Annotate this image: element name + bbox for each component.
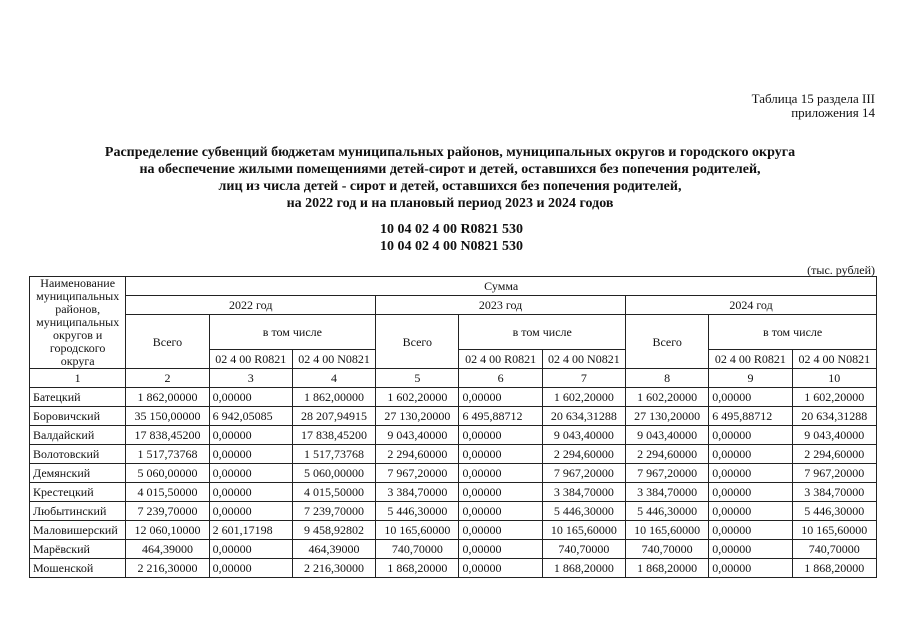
column-number: 6 bbox=[459, 369, 542, 388]
budget-code: 10 04 02 4 00 R0821 530 bbox=[379, 222, 524, 237]
table-row bbox=[30, 426, 877, 445]
header-row bbox=[30, 296, 877, 315]
amount-cell: 10 165,60000 bbox=[626, 521, 709, 540]
amount-cell: 9 458,92802 bbox=[292, 521, 375, 540]
code-n0821-header: 02 4 00 N0821 bbox=[542, 350, 625, 369]
amount-cell: 6 942,05085 bbox=[209, 407, 292, 426]
units-label: (тыс. рублей) bbox=[807, 263, 875, 277]
district-name: Мошенской bbox=[30, 559, 126, 578]
table-reference bbox=[752, 92, 875, 120]
amount-cell: 0,00000 bbox=[459, 521, 542, 540]
amount-cell: 1 868,20000 bbox=[792, 559, 876, 578]
amount-cell: 5 060,00000 bbox=[292, 464, 375, 483]
amount-cell: 10 165,60000 bbox=[792, 521, 876, 540]
amount-cell: 4 015,50000 bbox=[126, 483, 209, 502]
amount-cell: 0,00000 bbox=[709, 559, 792, 578]
column-number: 2 bbox=[126, 369, 209, 388]
year-2024-header: 2024 год bbox=[626, 296, 877, 315]
amount-cell: 0,00000 bbox=[709, 464, 792, 483]
including-header: в том числе bbox=[459, 315, 626, 350]
table-number: Таблица 15 раздела III bbox=[751, 91, 875, 106]
code-n0821-header: 02 4 00 N0821 bbox=[792, 350, 876, 369]
code-r0821-header: 02 4 00 R0821 bbox=[709, 350, 792, 369]
amount-cell: 7 967,20000 bbox=[376, 464, 459, 483]
amount-cell: 0,00000 bbox=[459, 388, 542, 407]
amount-cell: 0,00000 bbox=[209, 483, 292, 502]
subvention-table bbox=[29, 276, 877, 578]
code-r0821-header: 02 4 00 R0821 bbox=[209, 350, 292, 369]
table-row bbox=[30, 445, 877, 464]
amount-cell: 5 446,30000 bbox=[542, 502, 625, 521]
table-row bbox=[30, 464, 877, 483]
amount-cell: 20 634,31288 bbox=[542, 407, 625, 426]
table-row bbox=[30, 388, 877, 407]
column-number: 1 bbox=[30, 369, 126, 388]
district-name: Маловишерский bbox=[30, 521, 126, 540]
district-name: Любытинский bbox=[30, 502, 126, 521]
amount-cell: 2 294,60000 bbox=[542, 445, 625, 464]
title-line: на обеспечение жилыми помещениями детей-сирот и детей, оставшихся без попечения родителей, bbox=[139, 162, 761, 177]
amount-cell: 28 207,94915 bbox=[292, 407, 375, 426]
amount-cell: 2 216,30000 bbox=[292, 559, 375, 578]
amount-cell: 0,00000 bbox=[209, 540, 292, 559]
amount-cell: 7 967,20000 bbox=[792, 464, 876, 483]
amount-cell: 3 384,70000 bbox=[792, 483, 876, 502]
table-row bbox=[30, 483, 877, 502]
amount-cell: 5 446,30000 bbox=[626, 502, 709, 521]
amount-cell: 9 043,40000 bbox=[376, 426, 459, 445]
district-name: Батецкий bbox=[30, 388, 126, 407]
amount-cell: 740,70000 bbox=[626, 540, 709, 559]
including-header: в том числе bbox=[709, 315, 877, 350]
amount-cell: 5 446,30000 bbox=[792, 502, 876, 521]
amount-cell: 464,39000 bbox=[292, 540, 375, 559]
amount-cell: 0,00000 bbox=[209, 464, 292, 483]
sum-header: Сумма bbox=[126, 277, 877, 296]
amount-cell: 464,39000 bbox=[126, 540, 209, 559]
amount-cell: 9 043,40000 bbox=[626, 426, 709, 445]
amount-cell: 2 294,60000 bbox=[376, 445, 459, 464]
amount-cell: 1 868,20000 bbox=[376, 559, 459, 578]
amount-cell: 17 838,45200 bbox=[292, 426, 375, 445]
title-line: лиц из числа детей - сирот и детей, оставшихся без попечения родителей, bbox=[218, 179, 682, 194]
code-n0821-header: 02 4 00 N0821 bbox=[292, 350, 375, 369]
amount-cell: 6 495,88712 bbox=[459, 407, 542, 426]
code-r0821-header: 02 4 00 R0821 bbox=[459, 350, 542, 369]
district-name: Демянский bbox=[30, 464, 126, 483]
amount-cell: 0,00000 bbox=[459, 559, 542, 578]
amount-cell: 9 043,40000 bbox=[792, 426, 876, 445]
amount-cell: 0,00000 bbox=[709, 540, 792, 559]
district-name: Валдайский bbox=[30, 426, 126, 445]
table-row bbox=[30, 502, 877, 521]
table-row bbox=[30, 521, 877, 540]
appendix-number: приложения 14 bbox=[791, 105, 875, 120]
column-number: 5 bbox=[376, 369, 459, 388]
amount-cell: 740,70000 bbox=[542, 540, 625, 559]
amount-cell: 0,00000 bbox=[709, 521, 792, 540]
amount-cell: 0,00000 bbox=[459, 464, 542, 483]
amount-cell: 10 165,60000 bbox=[376, 521, 459, 540]
table-row bbox=[30, 540, 877, 559]
amount-cell: 0,00000 bbox=[709, 388, 792, 407]
table-body bbox=[30, 388, 877, 578]
table-row bbox=[30, 407, 877, 426]
amount-cell: 2 601,17198 bbox=[209, 521, 292, 540]
district-name: Крестецкий bbox=[30, 483, 126, 502]
amount-cell: 3 384,70000 bbox=[376, 483, 459, 502]
amount-cell: 0,00000 bbox=[209, 388, 292, 407]
budget-codes bbox=[0, 221, 903, 255]
name-column-header: Наименование муниципальных районов, муниципальных округов и городского округа bbox=[30, 277, 126, 369]
column-number: 10 bbox=[792, 369, 876, 388]
amount-cell: 2 216,30000 bbox=[126, 559, 209, 578]
amount-cell: 10 165,60000 bbox=[542, 521, 625, 540]
amount-cell: 12 060,10000 bbox=[126, 521, 209, 540]
amount-cell: 2 294,60000 bbox=[626, 445, 709, 464]
title-line: Распределение субвенций бюджетам муниципальных районов, муниципальных округов и городского округа bbox=[104, 145, 796, 160]
amount-cell: 1 862,00000 bbox=[126, 388, 209, 407]
amount-cell: 7 239,70000 bbox=[292, 502, 375, 521]
amount-cell: 5 060,00000 bbox=[126, 464, 209, 483]
year-2023-header: 2023 год bbox=[376, 296, 626, 315]
amount-cell: 740,70000 bbox=[376, 540, 459, 559]
amount-cell: 1 517,73768 bbox=[126, 445, 209, 464]
district-name: Боровичский bbox=[30, 407, 126, 426]
header-row bbox=[30, 315, 877, 350]
amount-cell: 0,00000 bbox=[209, 445, 292, 464]
amount-cell: 0,00000 bbox=[459, 502, 542, 521]
amount-cell: 17 838,45200 bbox=[126, 426, 209, 445]
amount-cell: 0,00000 bbox=[709, 483, 792, 502]
column-number-row bbox=[30, 369, 877, 388]
amount-cell: 4 015,50000 bbox=[292, 483, 375, 502]
amount-cell: 0,00000 bbox=[209, 502, 292, 521]
amount-cell: 9 043,40000 bbox=[542, 426, 625, 445]
amount-cell: 0,00000 bbox=[209, 426, 292, 445]
title-line: на 2022 год и на плановый период 2023 и 2024 годов bbox=[286, 196, 614, 211]
document-title bbox=[40, 144, 860, 212]
amount-cell: 0,00000 bbox=[209, 559, 292, 578]
amount-cell: 0,00000 bbox=[709, 445, 792, 464]
amount-cell: 2 294,60000 bbox=[792, 445, 876, 464]
amount-cell: 0,00000 bbox=[459, 540, 542, 559]
amount-cell: 1 868,20000 bbox=[626, 559, 709, 578]
amount-cell: 6 495,88712 bbox=[709, 407, 792, 426]
table-row bbox=[30, 559, 877, 578]
amount-cell: 35 150,00000 bbox=[126, 407, 209, 426]
amount-cell: 7 239,70000 bbox=[126, 502, 209, 521]
amount-cell: 1 868,20000 bbox=[542, 559, 625, 578]
amount-cell: 1 862,00000 bbox=[292, 388, 375, 407]
amount-cell: 1 517,73768 bbox=[292, 445, 375, 464]
header-row bbox=[30, 277, 877, 296]
amount-cell: 3 384,70000 bbox=[626, 483, 709, 502]
amount-cell: 0,00000 bbox=[459, 483, 542, 502]
amount-cell: 0,00000 bbox=[459, 426, 542, 445]
amount-cell: 740,70000 bbox=[792, 540, 876, 559]
amount-cell: 1 602,20000 bbox=[376, 388, 459, 407]
amount-cell: 27 130,20000 bbox=[376, 407, 459, 426]
budget-code: 10 04 02 4 00 N0821 530 bbox=[379, 239, 524, 254]
including-header: в том числе bbox=[209, 315, 376, 350]
amount-cell: 7 967,20000 bbox=[542, 464, 625, 483]
total-header: Всего bbox=[626, 315, 709, 369]
amount-cell: 20 634,31288 bbox=[792, 407, 876, 426]
amount-cell: 0,00000 bbox=[709, 502, 792, 521]
year-2022-header: 2022 год bbox=[126, 296, 376, 315]
district-name: Волотовский bbox=[30, 445, 126, 464]
amount-cell: 3 384,70000 bbox=[542, 483, 625, 502]
amount-cell: 1 602,20000 bbox=[626, 388, 709, 407]
amount-cell: 5 446,30000 bbox=[376, 502, 459, 521]
column-number: 3 bbox=[209, 369, 292, 388]
total-header: Всего bbox=[126, 315, 209, 369]
district-name: Марёвский bbox=[30, 540, 126, 559]
amount-cell: 1 602,20000 bbox=[792, 388, 876, 407]
column-number: 8 bbox=[626, 369, 709, 388]
amount-cell: 27 130,20000 bbox=[626, 407, 709, 426]
column-number: 7 bbox=[542, 369, 625, 388]
amount-cell: 0,00000 bbox=[709, 426, 792, 445]
column-number: 9 bbox=[709, 369, 792, 388]
amount-cell: 7 967,20000 bbox=[626, 464, 709, 483]
amount-cell: 0,00000 bbox=[459, 445, 542, 464]
column-number: 4 bbox=[292, 369, 375, 388]
amount-cell: 1 602,20000 bbox=[542, 388, 625, 407]
total-header: Всего bbox=[376, 315, 459, 369]
